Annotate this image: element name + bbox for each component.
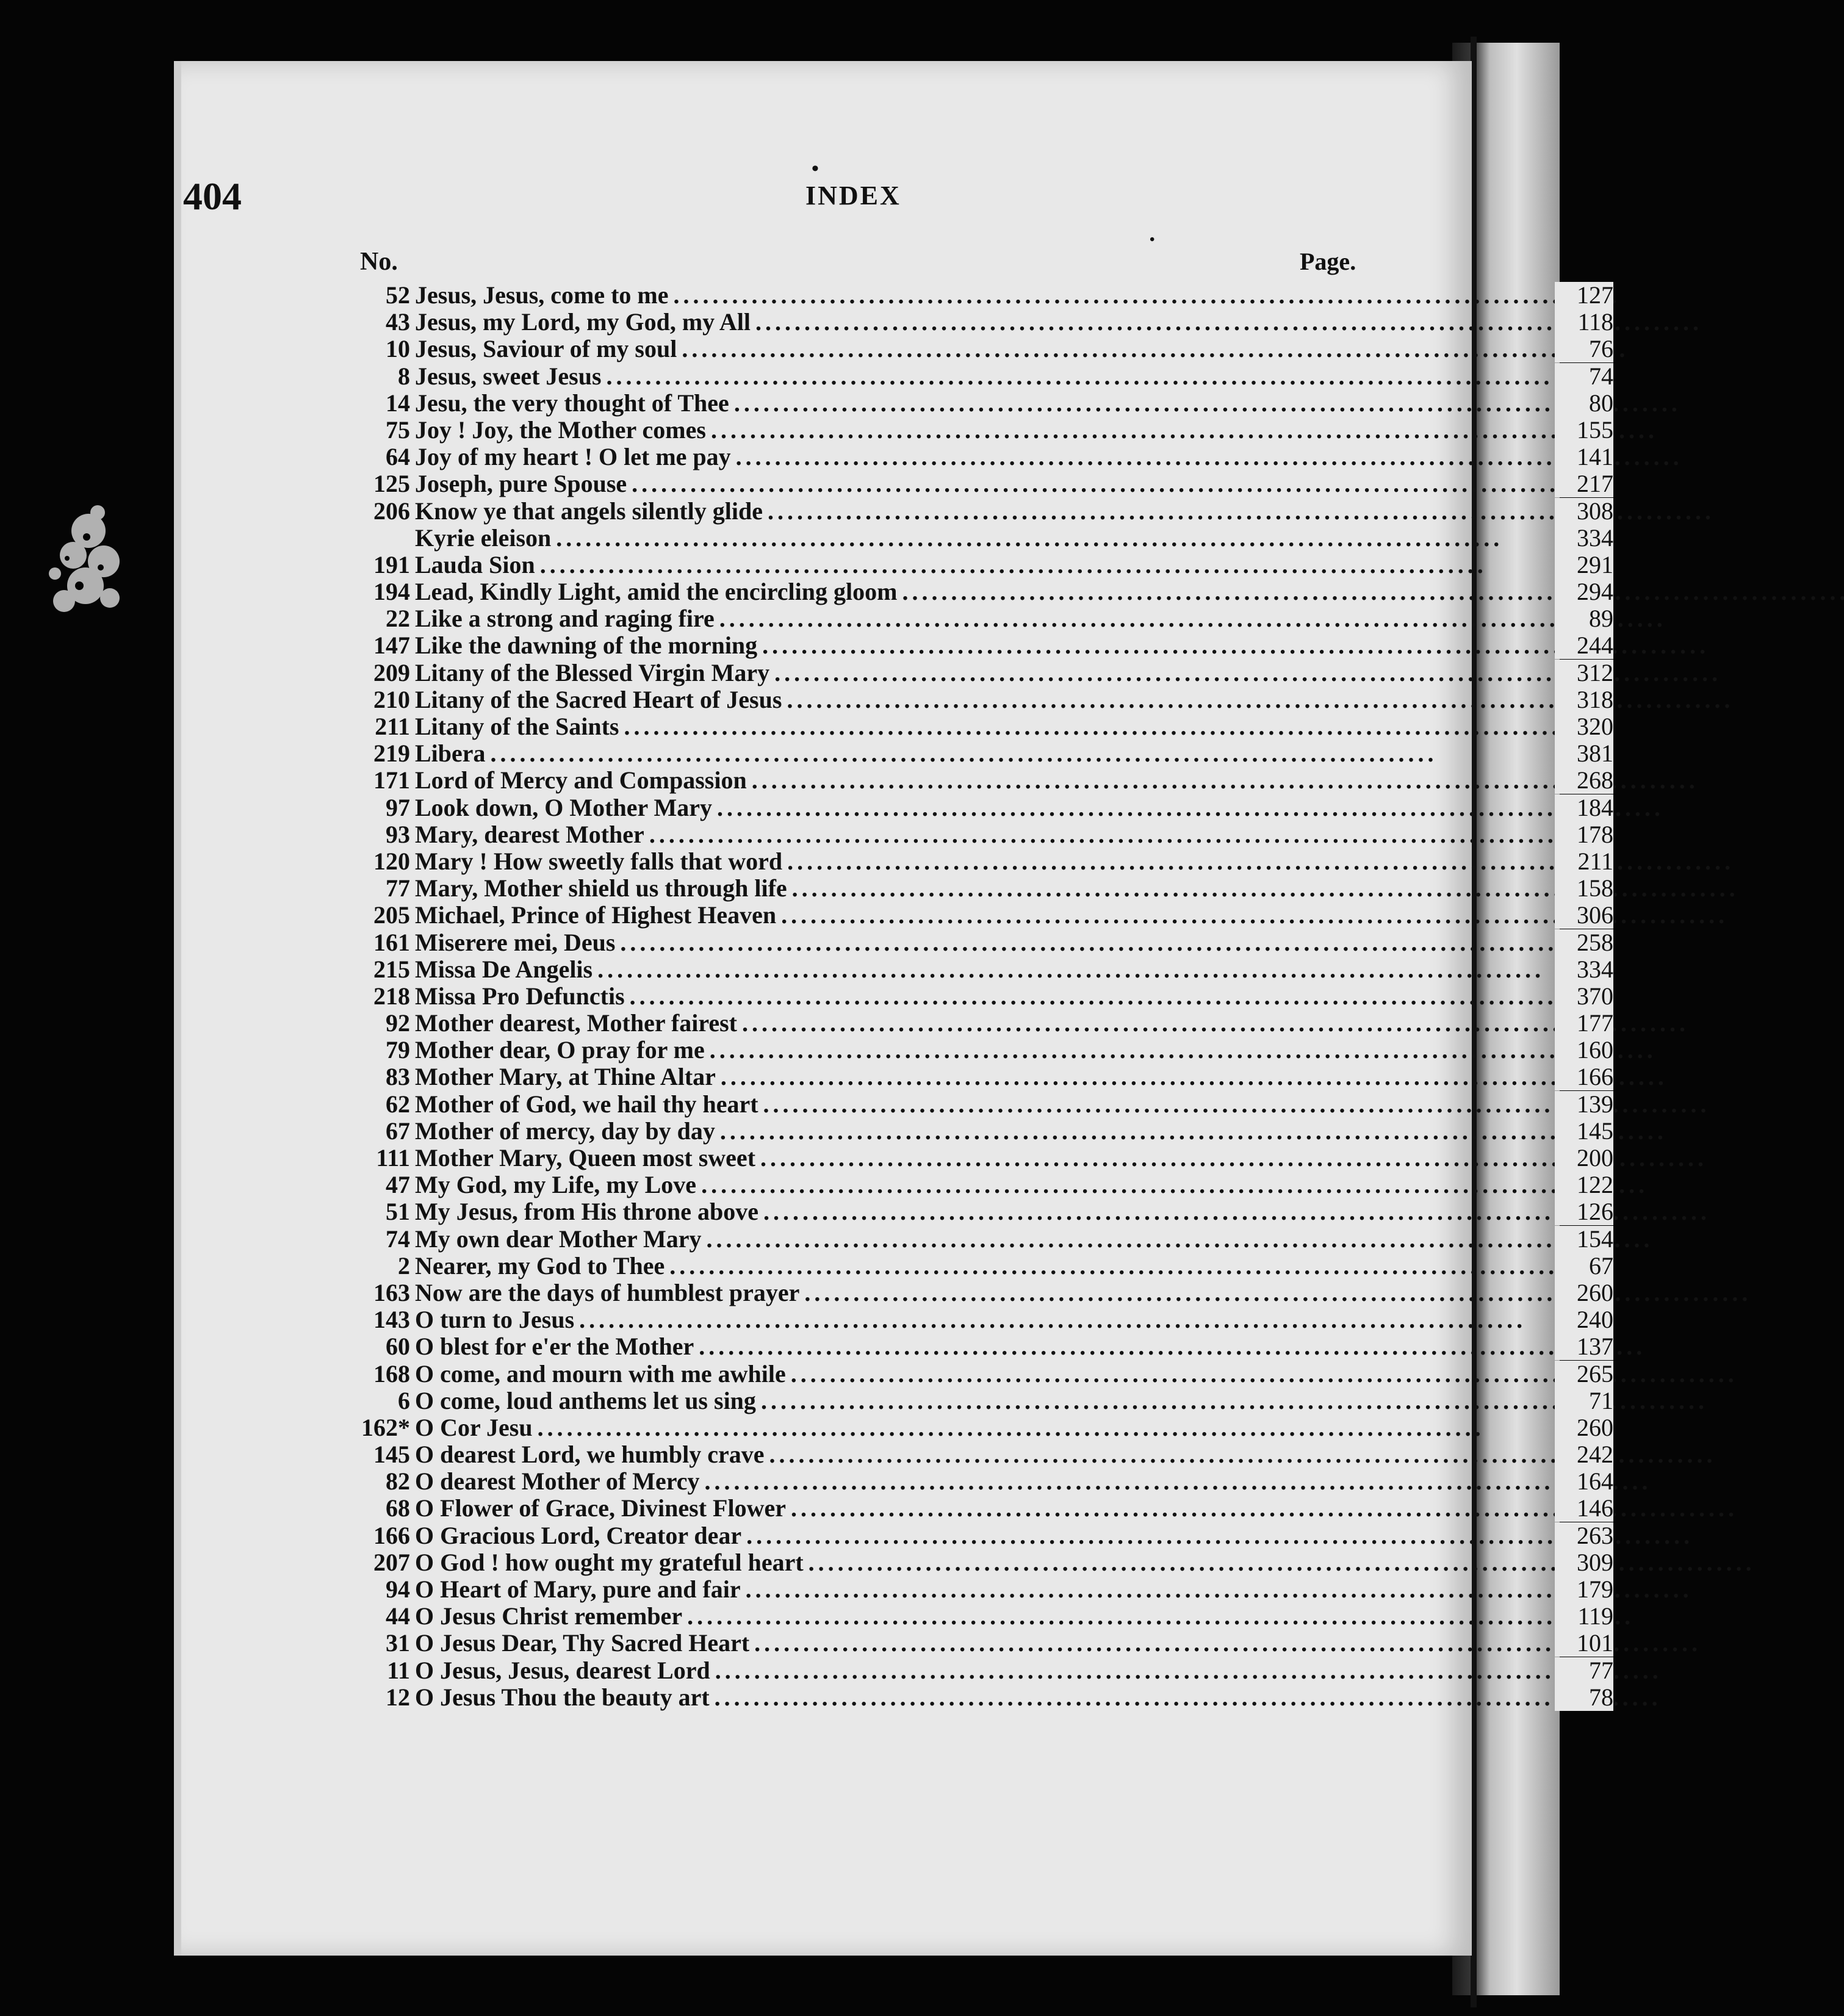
entry-number: 6 [398, 1386, 410, 1414]
entry-number: 52 [386, 281, 410, 309]
entry-number: 171 [373, 766, 410, 794]
entry-title: Libera . . . [415, 740, 1629, 767]
entry-page-number: 154 [1555, 1226, 1613, 1253]
entry-page-number: 137 [1555, 1333, 1613, 1360]
index-entry [330, 1009, 1613, 1037]
entry-title: Joy of my heart ! O let me pay . . . [415, 444, 1629, 470]
entry-number: 162* [361, 1413, 410, 1441]
index-entry [330, 820, 1613, 848]
entry-number: 83 [386, 1063, 410, 1091]
entry-title: Lead, Kindly Light, amid the encircling gloom . . . [415, 578, 1629, 605]
entry-page-number: 67 [1555, 1253, 1613, 1280]
entry-page-number: 268 [1555, 767, 1613, 794]
index-entry [330, 766, 1613, 794]
entry-title: Lord of Mercy and Compassion . . . [415, 767, 1629, 794]
entry-number: 166 [373, 1521, 410, 1549]
index-entry [330, 1090, 1613, 1118]
entry-page-number: 308 [1555, 498, 1613, 525]
entry-title: O dearest Lord, we humbly crave . . . [415, 1441, 1629, 1468]
entry-page-number: 119 [1555, 1603, 1613, 1630]
entry-number: 74 [386, 1225, 410, 1253]
index-entry [330, 901, 1613, 929]
index-entry [330, 1548, 1613, 1576]
entry-title: My own dear Mother Mary . . . [415, 1226, 1629, 1253]
index-entry [330, 928, 1613, 956]
entry-title: Now are the days of humblest prayer . . . [415, 1280, 1629, 1306]
index-entry [330, 847, 1613, 875]
index-entry [330, 470, 1613, 498]
entry-page-number: 334 [1555, 956, 1613, 983]
entry-page-number: 141 [1555, 444, 1613, 470]
entry-page-number: 381 [1555, 740, 1613, 767]
entry-page-number: 71 [1555, 1388, 1613, 1414]
entry-page-number: 177 [1555, 1010, 1613, 1037]
index-entry [330, 578, 1613, 606]
entry-title: Mother dear, O pray for me . . . [415, 1037, 1629, 1064]
entry-number: 97 [386, 793, 410, 821]
index-entry [330, 1413, 1613, 1441]
entry-title: Nearer, my God to Thee . . . [415, 1253, 1629, 1280]
entry-number: 22 [386, 605, 410, 633]
entry-page-number: 334 [1555, 525, 1613, 552]
entry-number: 120 [373, 847, 410, 875]
entry-title: Jesus, Saviour of my soul . . . [415, 336, 1629, 362]
entry-number: 215 [373, 955, 410, 983]
entry-title: Joseph, pure Spouse . . . [415, 470, 1629, 497]
index-entry [330, 1036, 1613, 1064]
entry-number: 2 [398, 1251, 410, 1280]
entry-title: O come, loud anthems let us sing . . . [415, 1388, 1629, 1414]
entry-title: Mary ! How sweetly falls that word . . . [415, 848, 1629, 875]
entry-title: Mother of mercy, day by day . . . [415, 1118, 1629, 1145]
entry-page-number: 312 [1555, 660, 1613, 686]
entry-page-number: 126 [1555, 1198, 1613, 1225]
entry-title: O Heart of Mary, pure and fair . . . [415, 1576, 1629, 1603]
entry-title: O Jesus Dear, Thy Sacred Heart . . . [415, 1630, 1629, 1657]
entry-title: Look down, O Mother Mary . . . [415, 794, 1629, 821]
entry-number: 51 [386, 1198, 410, 1226]
entry-page-number: 158 [1555, 875, 1613, 902]
index-entry [330, 1602, 1613, 1630]
entry-number: 209 [373, 658, 410, 686]
entry-title: Mother dearest, Mother fairest . . . [415, 1010, 1629, 1037]
entry-title: Mother of God, we hail thy heart . . . [415, 1091, 1629, 1118]
index-entry [330, 955, 1613, 983]
entry-title: O Jesus, Jesus, dearest Lord . . . [415, 1657, 1629, 1684]
index-entry [330, 389, 1613, 417]
entry-title: Litany of the Sacred Heart of Jesus . . . [415, 686, 1629, 713]
entry-number: 145 [373, 1441, 410, 1469]
entry-number: 44 [386, 1602, 410, 1630]
entry-page-number: 260 [1555, 1414, 1613, 1441]
entry-number: 8 [398, 362, 410, 390]
entry-title: O Jesus Christ remember . . . [415, 1603, 1629, 1630]
entry-number: 125 [373, 470, 410, 498]
entry-title: Missa Pro Defunctis . . . [415, 983, 1629, 1010]
entry-page-number: 76 [1555, 336, 1613, 362]
entry-page-number: 160 [1555, 1037, 1613, 1064]
entry-title: Mother Mary, at Thine Altar . . . [415, 1064, 1629, 1090]
entry-page-number: 242 [1555, 1441, 1613, 1468]
entry-page-number: 178 [1555, 821, 1613, 848]
entry-page-number: 166 [1555, 1064, 1613, 1090]
entry-title: Kyrie eleison . . . [415, 525, 1629, 552]
entry-title: Jesus, sweet Jesus . . . [415, 363, 1629, 390]
entry-title: O God ! how ought my grateful heart . . . [415, 1549, 1629, 1576]
entry-page-number: 306 [1555, 902, 1613, 929]
entry-number: 206 [373, 497, 410, 525]
index-entry [330, 497, 1613, 525]
index-entry-list [330, 281, 1613, 1711]
entry-number: 14 [386, 389, 410, 417]
entry-number: 31 [386, 1629, 410, 1657]
entry-number: 75 [386, 416, 410, 444]
entry-number: 43 [386, 308, 410, 336]
paper-stain [31, 494, 146, 635]
entry-page-number: 318 [1555, 686, 1613, 713]
index-entry [330, 1225, 1613, 1253]
ink-speck: • [812, 157, 819, 180]
entry-title: Litany of the Blessed Virgin Mary . . . [415, 660, 1629, 686]
entry-page-number: 291 [1555, 552, 1613, 578]
index-entry [330, 1063, 1613, 1091]
index-entry [330, 1117, 1613, 1145]
entry-title: My Jesus, from His throne above . . . [415, 1198, 1629, 1225]
entry-page-number: 265 [1555, 1361, 1613, 1388]
index-entry [330, 1198, 1613, 1226]
index-entry [330, 1494, 1613, 1522]
index-entry [330, 1306, 1613, 1334]
entry-number: 93 [386, 820, 410, 848]
index-entry [330, 416, 1613, 444]
entry-title: Mary, dearest Mother . . . [415, 821, 1629, 848]
entry-title: O dearest Mother of Mercy . . . [415, 1468, 1629, 1495]
entry-page-number: 294 [1555, 578, 1613, 605]
index-entry [330, 1171, 1613, 1199]
index-entry [330, 605, 1613, 633]
entry-title: Lauda Sion . . . [415, 552, 1629, 578]
entry-number: 218 [373, 982, 410, 1010]
index-entry [330, 713, 1613, 740]
index-entry [330, 632, 1613, 660]
index-entry [330, 740, 1613, 768]
entry-number: 143 [373, 1306, 410, 1334]
entry-title: Mary, Mother shield us through life . . . [415, 875, 1629, 902]
index-entry [330, 308, 1613, 336]
entry-page-number: 89 [1555, 605, 1613, 632]
entry-page-number: 217 [1555, 470, 1613, 497]
entry-number: 62 [386, 1090, 410, 1118]
index-entry [330, 443, 1613, 471]
entry-title: O come, and mourn with me awhile . . . [415, 1361, 1629, 1388]
entry-page-number: 184 [1555, 794, 1613, 821]
page-number: 404 [183, 175, 242, 218]
entry-page-number: 80 [1555, 390, 1613, 417]
index-entry [330, 1521, 1613, 1549]
entry-page-number: 309 [1555, 1549, 1613, 1576]
index-entry [330, 1144, 1613, 1172]
index-entry [330, 1251, 1613, 1280]
entry-page-number: 258 [1555, 929, 1613, 956]
index-entry [330, 1656, 1613, 1684]
entry-title: O blest for e'er the Mother . . . [415, 1333, 1629, 1360]
entry-page-number: 244 [1555, 632, 1613, 659]
entry-title: Michael, Prince of Highest Heaven . . . [415, 902, 1629, 929]
entry-number: 10 [386, 335, 410, 363]
entry-page-number: 260 [1555, 1280, 1613, 1306]
index-entry [330, 1359, 1613, 1388]
entry-page-number: 179 [1555, 1576, 1613, 1603]
entry-number: 111 [376, 1144, 410, 1172]
index-entry [330, 1467, 1613, 1496]
entry-title: O turn to Jesus . . . [415, 1306, 1629, 1333]
index-entry [330, 335, 1613, 363]
index-entry [330, 1441, 1613, 1469]
entry-number: 147 [373, 632, 410, 660]
index-entry [330, 550, 1613, 578]
entry-page-number: 155 [1555, 417, 1613, 444]
entry-number: 64 [386, 443, 410, 471]
entry-page-number: 370 [1555, 983, 1613, 1010]
entry-page-number: 139 [1555, 1091, 1613, 1118]
entry-number: 94 [386, 1575, 410, 1603]
entry-page-number: 74 [1555, 363, 1613, 390]
entry-title: O Gracious Lord, Creator dear . . . [415, 1522, 1629, 1549]
entry-number: 68 [386, 1494, 410, 1522]
index-entry [330, 658, 1613, 686]
entry-number: 210 [373, 685, 410, 713]
entry-page-number: 78 [1555, 1684, 1613, 1711]
entry-title: Like the dawning of the morning . . . [415, 632, 1629, 659]
entry-page-number: 122 [1555, 1172, 1613, 1198]
index-entry [330, 1278, 1613, 1306]
entry-title: Mother Mary, Queen most sweet . . . [415, 1145, 1629, 1172]
page-column-header: Page. [1300, 248, 1356, 275]
entry-page-number: 118 [1555, 309, 1613, 336]
entry-title: O Flower of Grace, Divinest Flower . . . [415, 1495, 1629, 1522]
entry-number: 163 [373, 1278, 410, 1306]
index-entry [330, 793, 1613, 821]
entry-number: 211 [375, 713, 410, 740]
entry-title: Jesus, Jesus, come to me . . . [415, 282, 1629, 309]
index-entry [330, 1333, 1613, 1361]
entry-number: 161 [373, 928, 410, 956]
entry-title: Like a strong and raging fire . . . [415, 605, 1629, 632]
entry-title: Litany of the Saints . . . [415, 713, 1629, 740]
entry-title: Miserere mei, Deus . . . [415, 929, 1629, 956]
entry-number: 67 [386, 1117, 410, 1145]
index-entry [330, 524, 1613, 552]
entry-page-number: 320 [1555, 713, 1613, 740]
index-heading: INDEX [805, 181, 901, 211]
entry-number: 207 [373, 1548, 410, 1576]
ink-speck: • [1150, 232, 1155, 248]
entry-page-number: 127 [1555, 282, 1613, 309]
entry-number: 77 [386, 874, 410, 902]
entry-title: My God, my Life, my Love . . . [415, 1172, 1629, 1198]
index-entry [330, 982, 1613, 1010]
index-entry [330, 1575, 1613, 1603]
index-entry [330, 1386, 1613, 1414]
entry-title: Joy ! Joy, the Mother comes . . . [415, 417, 1629, 444]
entry-number: 47 [386, 1171, 410, 1199]
entry-number: 191 [373, 550, 410, 578]
entry-title: Jesus, my Lord, my God, my All . . . [415, 309, 1629, 336]
entry-page-number: 164 [1555, 1468, 1613, 1495]
entry-number: 205 [373, 901, 410, 929]
entry-page-number: 211 [1555, 848, 1613, 875]
entry-title: O Jesus Thou the beauty art . . . [415, 1684, 1629, 1711]
entry-page-number: 240 [1555, 1306, 1613, 1333]
entry-page-number: 145 [1555, 1118, 1613, 1145]
index-entry [330, 1629, 1613, 1657]
index-entry [330, 1683, 1613, 1711]
index-entry [330, 362, 1613, 390]
entry-number: 11 [387, 1656, 410, 1684]
index-entry [330, 685, 1613, 713]
entry-title: Missa De Angelis . . . [415, 956, 1629, 983]
entry-number: 12 [386, 1683, 410, 1711]
number-column-header: No. [360, 248, 398, 276]
entry-title: Know ye that angels silently glide . . . [415, 498, 1629, 525]
entry-number: 79 [386, 1036, 410, 1064]
entry-page-number: 263 [1555, 1522, 1613, 1549]
entry-title: Jesu, the very thought of Thee . . . [415, 390, 1629, 417]
index-entry [330, 281, 1613, 309]
entry-page-number: 146 [1555, 1495, 1613, 1522]
entry-number: 168 [373, 1359, 410, 1388]
entry-number: 60 [386, 1333, 410, 1361]
entry-number: 82 [386, 1467, 410, 1496]
entry-page-number: 77 [1555, 1657, 1613, 1684]
entry-title: O Cor Jesu . . . [415, 1414, 1629, 1441]
entry-number: 219 [373, 740, 410, 768]
entry-page-number: 200 [1555, 1145, 1613, 1172]
index-entry [330, 874, 1613, 902]
entry-number: 92 [386, 1009, 410, 1037]
entry-page-number: 101 [1555, 1630, 1613, 1657]
entry-number: 194 [373, 578, 410, 606]
